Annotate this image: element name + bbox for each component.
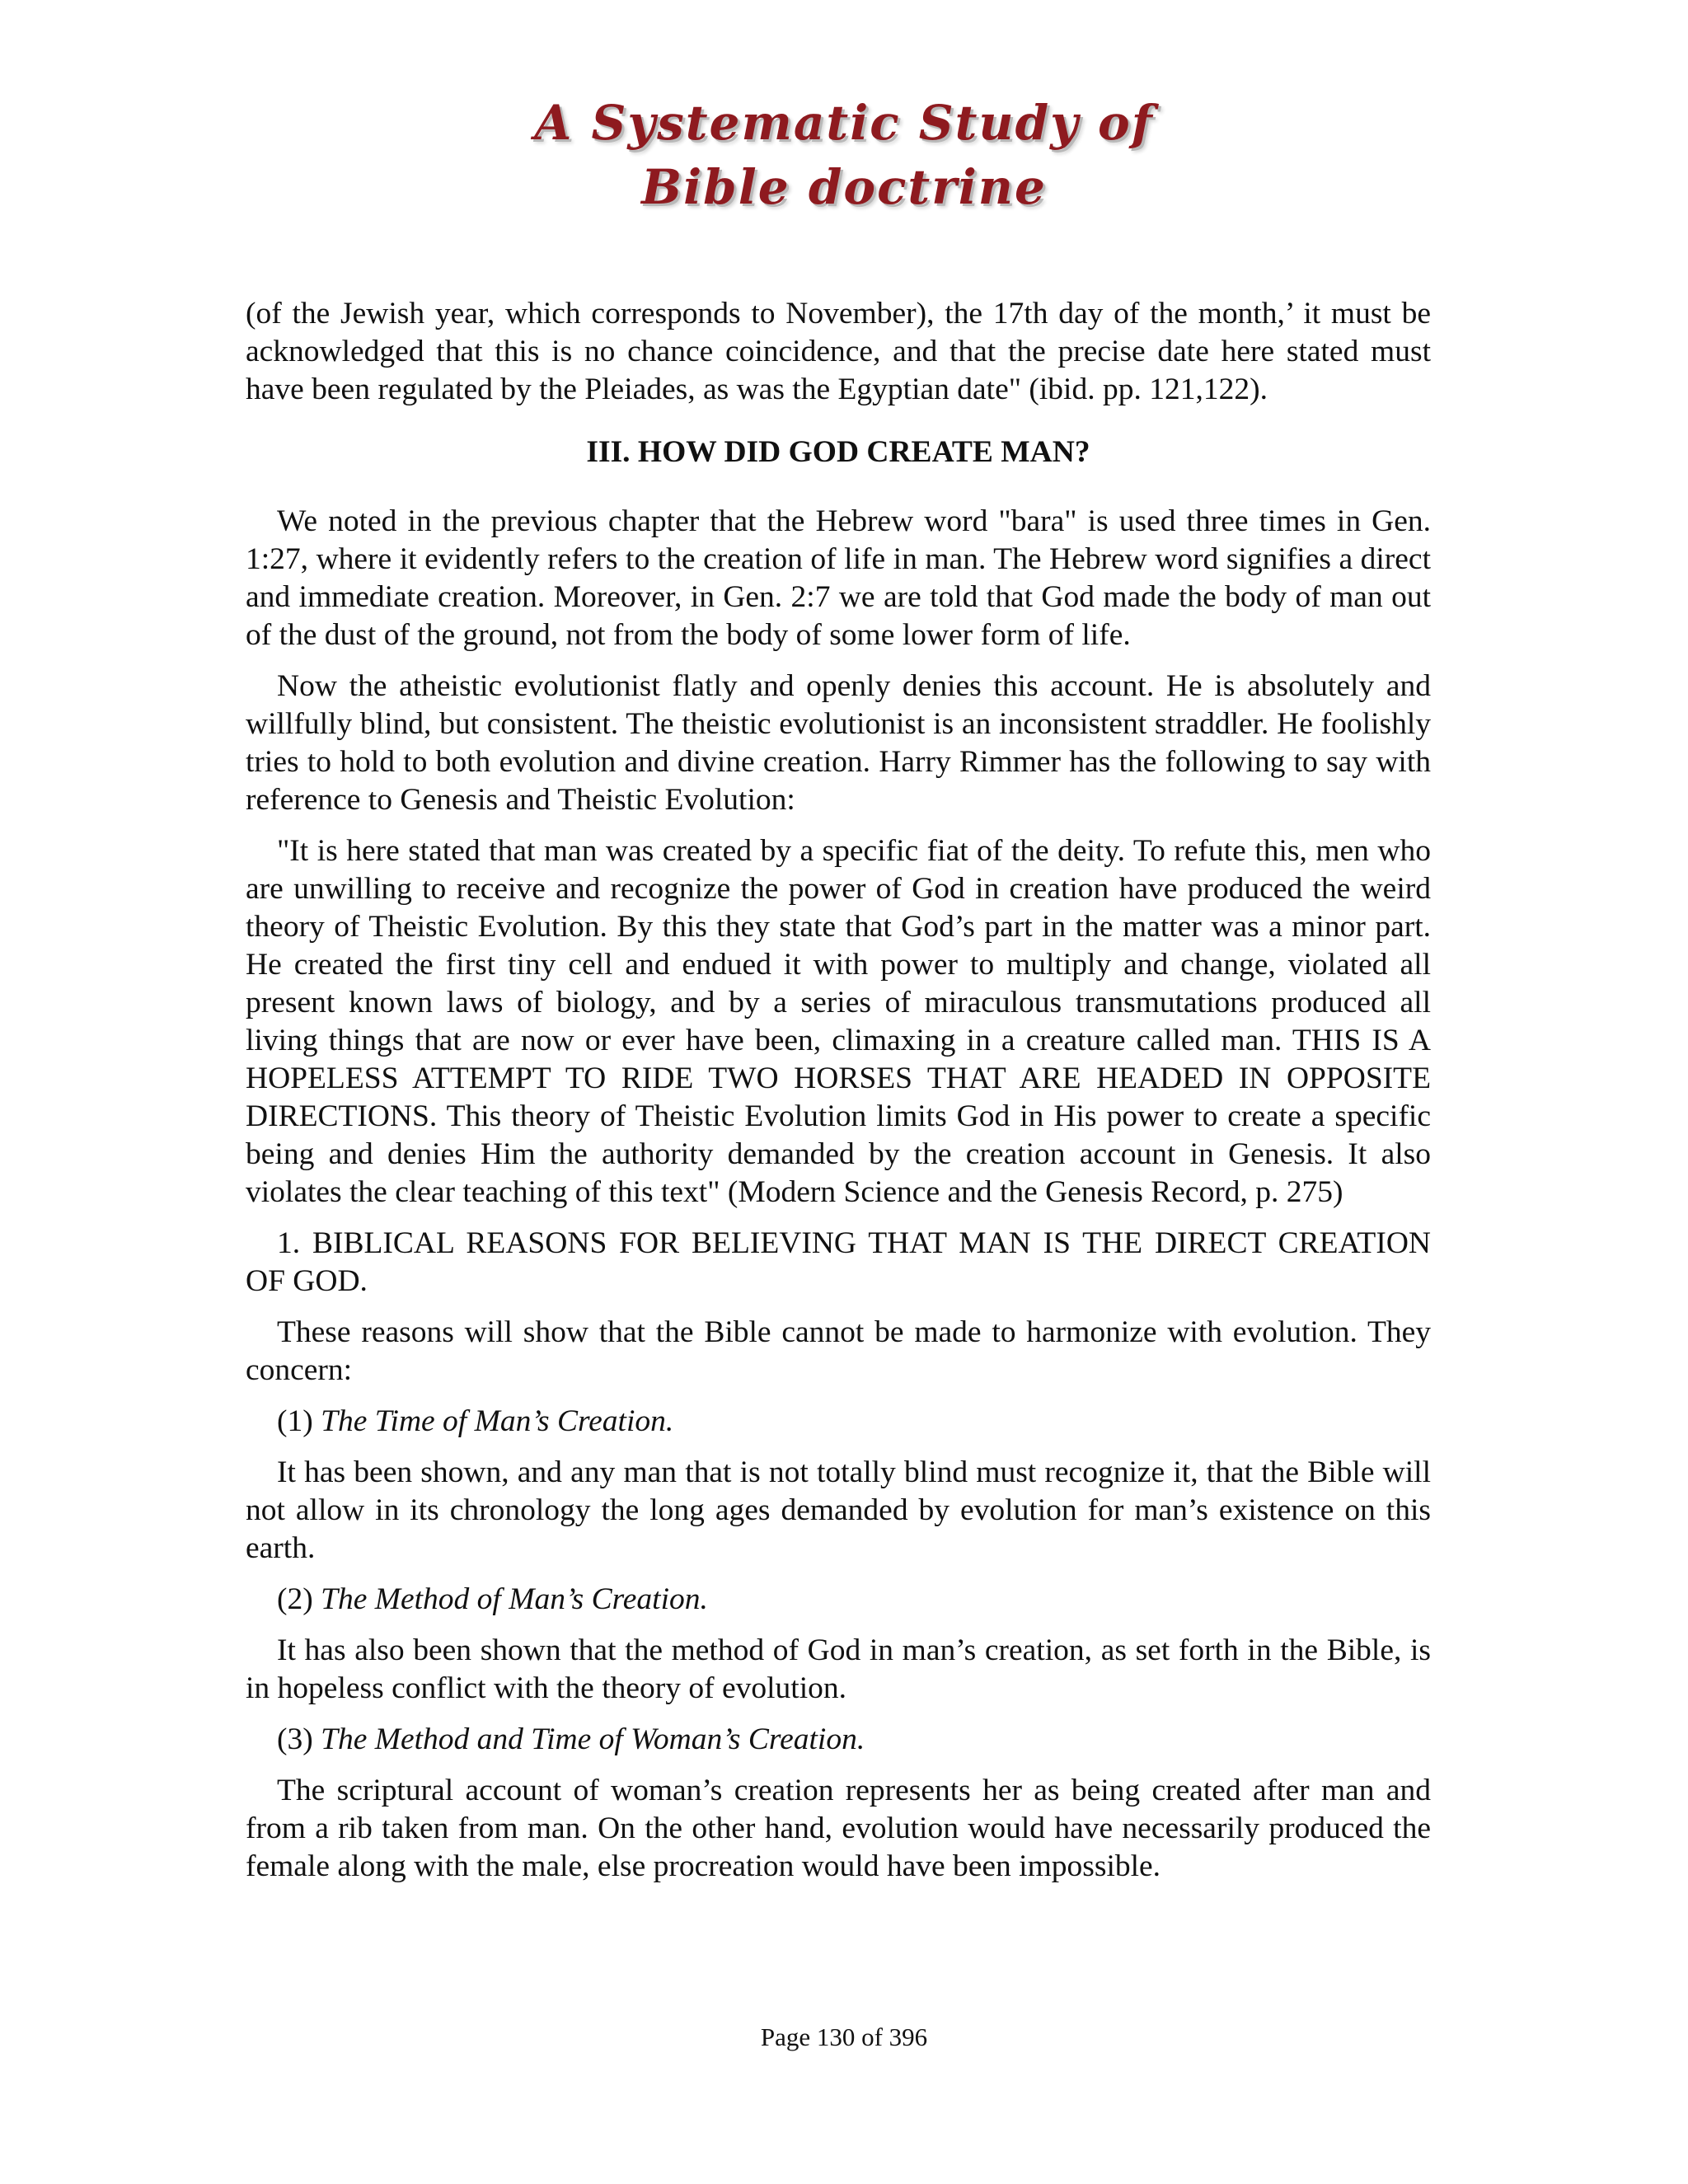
item-3-text: The scriptural account of woman’s creation represents her as being created after man and from a rib taken from man. On the other hand, evolution would have necessarily produced the female along with the male, else procreation would have been impossible. [246,1774,1431,1883]
item-2-text: It has also been shown that the method of God in man’s creation, as set forth in the Bible, is in hopeless conflict with the theory of evolution. [246,1633,1431,1705]
masthead-line-2: Bible doctrine [641,159,1047,215]
paragraph-reasons-heading: 1. BIBLICAL REASONS FOR BELIEVING THAT MAN IS THE DIRECT CREATION OF GOD. [246,1226,1431,1298]
item-1-number: (1) [277,1404,313,1438]
masthead-line-1: A Systematic Study of [534,95,1154,151]
masthead-logo [0,91,1688,219]
intro-paragraph: (of the Jewish year, which corresponds to November), the 17th day of the month,’ it must be acknowledged that this is no chance coincidence, and that the precise date here stated must have been regulated by the Pleiades, as was the Egyptian date" (ibid. pp. 121,122). [246,297,1431,406]
item-1-heading [246,1403,1431,1441]
item-2-number: (2) [277,1582,313,1616]
paragraph-reasons-intro: These reasons will show that the Bible cannot be made to harmonize with evolution. They concern: [246,1315,1431,1387]
page-body [246,295,1431,1899]
page-number-footer: Page 130 of 396 [760,2022,928,2051]
paragraph-bara: We noted in the previous chapter that the Hebrew word "bara" is used three times in Gen. 1:27, where it evidently refers to the creation of life in man. The Hebrew word signifies a direct and immediate creation. Moreover, in Gen. 2:7 we are told that God made the body of man out of the dust of the ground, not from the body of some lower form of life. [246,504,1431,652]
section-heading: III. HOW DID GOD CREATE MAN? [586,435,1090,469]
item-3-title: The Method and Time of Woman’s Creation. [321,1722,865,1756]
paragraph-atheistic: Now the atheistic evolutionist flatly and openly denies this account. He is absolutely and willfully blind, but consistent. The theistic evolutionist is an inconsistent straddler. He foolishly tries to hold to both evolution and divine creation. Harry Rimmer has the following to say with reference to Genesis and Theistic Evolution: [246,669,1431,817]
item-3-number: (3) [277,1722,313,1756]
item-1-title: The Time of Man’s Creation. [321,1404,674,1438]
item-2-heading [246,1581,1431,1619]
item-2-title: The Method of Man’s Creation. [321,1582,708,1616]
item-3-heading [246,1721,1431,1759]
paragraph-rimmer-quote: "It is here stated that man was created by a specific fiat of the deity. To refute this, men who are unwilling to receive and recognize the power of God in creation have produced the weird theory of Theistic Evolution. By this they state that God’s part in the matter was a minor part. He created the first tiny cell and endued it with power to multiply and change, violated all present known laws of biology, and by a series of miraculous transmutations produced all living things that are now or ever have been, climaxing in a creature called man. THIS IS A HOPELESS ATTEMPT TO RIDE TWO HORSES THAT ARE HEADED IN OPPOSITE DIRECTIONS. This theory of Theistic Evolution limits God in His power to create a specific being and denies Him the authority demanded by the creation account in Genesis. It also violates the clear teaching of this text" (Modern Science and the Genesis Record, p. 275) [246,834,1431,1209]
item-1-text: It has been shown, and any man that is not totally blind must recognize it, that the Bible will not allow in its chronology the long ages demanded by evolution for man’s existence on this earth. [246,1455,1431,1565]
